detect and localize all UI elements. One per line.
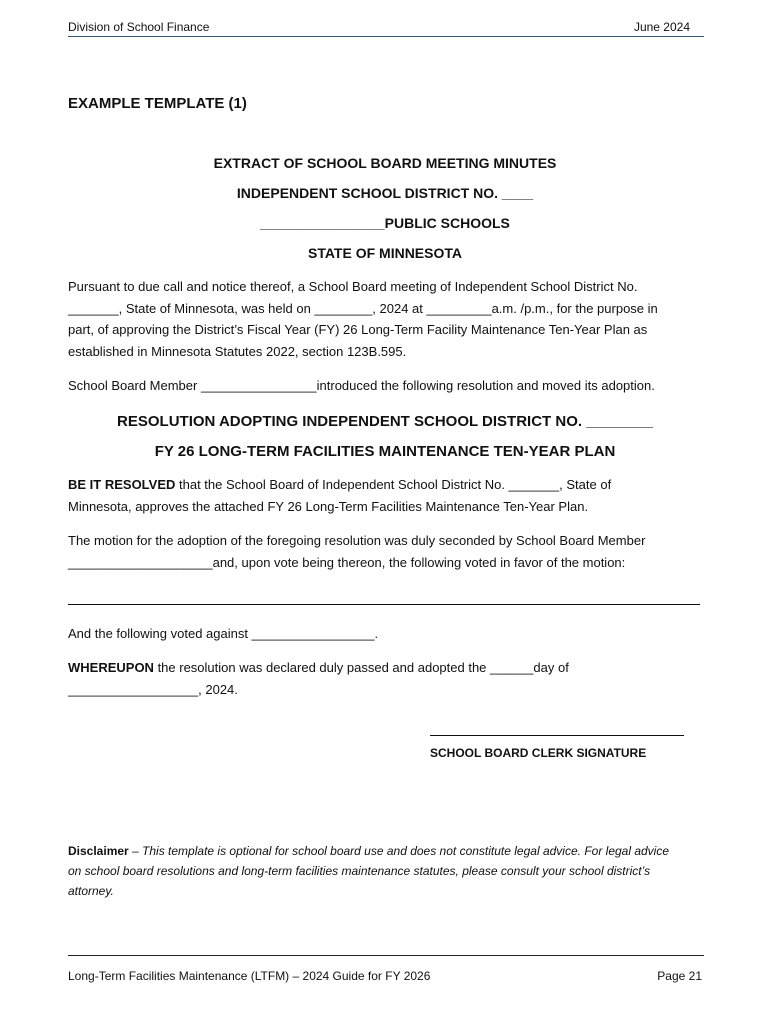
whereupon-line-1: the resolution was declared duly passed and adopted the ______day of [153,660,569,675]
title-line-2: INDEPENDENT SCHOOL DISTRICT NO. ____ [236,185,534,201]
motion-paragraph [68,530,704,573]
intro-line-4: established in Minnesota Statutes 2022, section 123B.595. [68,343,407,359]
whereupon-lead: WHEREUPON [68,660,154,675]
motion-line-1: The motion for the adoption of the foregoing resolution was duly seconded by School Board Member [68,533,646,548]
header-division: Division of School Finance [68,20,210,34]
resolved-lead: BE IT RESOLVED [68,477,176,492]
disclaimer [68,841,704,901]
disclaimer-dash: – [128,844,143,858]
header-date: June 2024 [633,20,690,34]
resolved-paragraph [68,474,704,517]
clerk-signature-label: SCHOOL BOARD CLERK SIGNATURE [430,746,647,760]
intro-line-1: Pursuant to due call and notice thereof, a School Board meeting of Independent School District No. [68,279,638,294]
whereupon-line-2: __________________, 2024. [68,681,238,697]
title-line-3: ________________PUBLIC SCHOOLS [260,215,510,231]
title-line-1: EXTRACT OF SCHOOL BOARD MEETING MINUTES [213,155,557,171]
resolution-title-line-2: FY 26 LONG-TERM FACILITIES MAINTENANCE TEN-YEAR PLAN [154,443,616,460]
voted-against-line: And the following voted against _________________. [68,626,379,641]
intro-paragraph [68,276,704,362]
page-number: Page 21 [657,969,702,983]
resolution-title-line-1: RESOLUTION ADOPTING INDEPENDENT SCHOOL DISTRICT NO. ________ [117,413,653,430]
resolved-line-1: that the School Board of Independent School District No. _______, State of [175,477,612,492]
member-introduction-line: School Board Member ________________introduced the following resolution and moved its adoption. [68,378,655,393]
votes-in-favor-blank-line [68,604,700,605]
page-footer [68,955,704,983]
intro-line-3: part, of approving the District’s Fiscal Year (FY) 26 Long-Term Facility Maintenance Ten-Year Plan as [68,322,648,337]
motion-line-2: ____________________and, upon vote being thereon, the following voted in favor of the motion: [68,554,626,570]
resolved-line-2: Minnesota, approves the attached FY 26 Long-Term Facilities Maintenance Ten-Year Plan. [68,498,589,514]
example-template-label: EXAMPLE TEMPLATE (1) [68,95,247,112]
disclaimer-line-2: on school board resolutions and long-term facilities maintenance statutes, please consult your school district’s [68,864,651,878]
disclaimer-line-3: attorney. [68,884,114,898]
whereupon-paragraph [68,657,704,700]
footer-guide-title: Long-Term Facilities Maintenance (LTFM) – 2024 Guide for FY 2026 [68,969,431,983]
disclaimer-line-1: This template is optional for school board use and does not constitute legal advice. For legal advice [142,844,670,858]
title-line-4: STATE OF MINNESOTA [308,245,462,261]
signature-line [430,735,684,736]
disclaimer-lead: Disclaimer [68,844,129,858]
intro-line-2: _______, State of Minnesota, was held on ________, 2024 at _________a.m. /p.m., for the purpose in [68,300,658,316]
page-header [68,18,704,37]
